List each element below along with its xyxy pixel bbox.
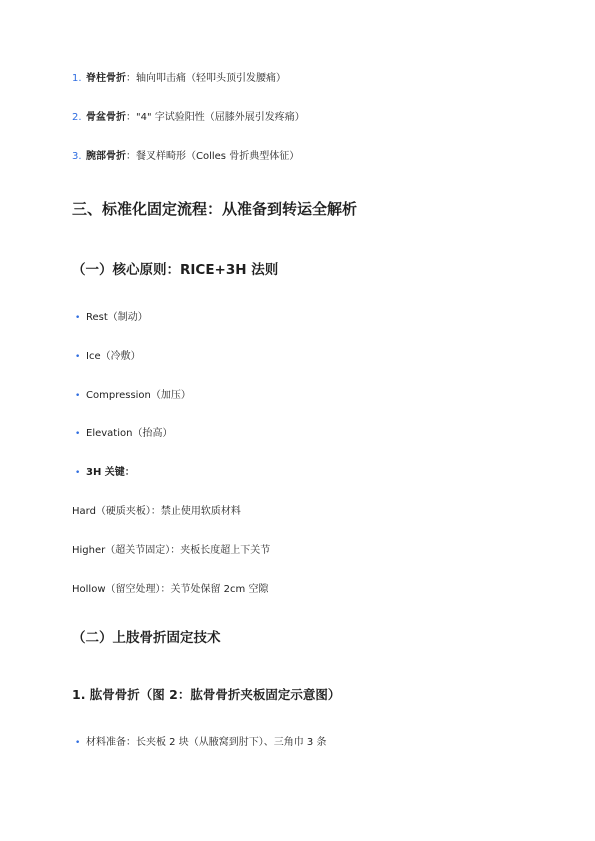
bullet-dot: •: [75, 738, 81, 748]
list-term: 骨盆骨折: [86, 112, 126, 123]
list-desc: ："4" 字试验阳性（屈膝外展引发疼痛）: [126, 112, 305, 123]
bullet-dot: •: [75, 429, 81, 439]
list-desc: ：轴向叩击痛（轻叩头顶引发腰痛）: [126, 73, 286, 84]
bullet-item: [75, 389, 191, 403]
bullet-text: 3H 关键：: [86, 467, 135, 478]
numbered-item: [72, 150, 299, 164]
bullet-item: [75, 736, 326, 750]
bullet-item: [75, 350, 141, 364]
list-term: 腕部骨折: [86, 151, 126, 162]
bullet-text: Ice（冷敷）: [86, 351, 141, 362]
subsection-heading: （一）核心原则：RICE+3H 法则: [72, 262, 279, 278]
paragraph-line: Hollow（留空处理）：关节处保留 2cm 空隙: [72, 584, 269, 595]
bullet-dot: •: [75, 352, 81, 362]
list-number: 1.: [72, 73, 82, 84]
bullet-dot: •: [75, 468, 81, 478]
list-term: 脊柱骨折: [86, 73, 126, 84]
bullet-text: 材料准备：长夹板 2 块（从腋窝到肘下）、三角巾 3 条: [86, 737, 327, 748]
bullet-text: Elevation（抬高）: [86, 428, 173, 439]
bullet-dot: •: [75, 391, 81, 401]
paragraph-line: Higher（超关节固定）：夹板长度超上下关节: [72, 545, 271, 556]
subsection-heading: （二）上肢骨折固定技术: [72, 630, 221, 646]
sub-subsection-heading: 1. 肱骨骨折（图 2：肱骨骨折夹板固定示意图）: [72, 687, 341, 702]
bullet-item: [75, 427, 172, 441]
bullet-text: Rest（制动）: [86, 312, 148, 323]
section-heading: 三、标准化固定流程：从准备到转运全解析: [72, 200, 358, 218]
bullet-dot: •: [75, 313, 81, 323]
bullet-item: [75, 466, 135, 480]
list-number: 3.: [72, 151, 82, 162]
paragraph-line: Hard（硬质夹板）：禁止使用软质材料: [72, 506, 241, 517]
bullet-item: [75, 311, 148, 325]
numbered-item: [72, 111, 305, 125]
bullet-text: Compression（加压）: [86, 390, 191, 401]
list-number: 2.: [72, 112, 82, 123]
numbered-item: [72, 72, 286, 86]
list-desc: ：餐叉样畸形（Colles 骨折典型体征）: [126, 151, 300, 162]
